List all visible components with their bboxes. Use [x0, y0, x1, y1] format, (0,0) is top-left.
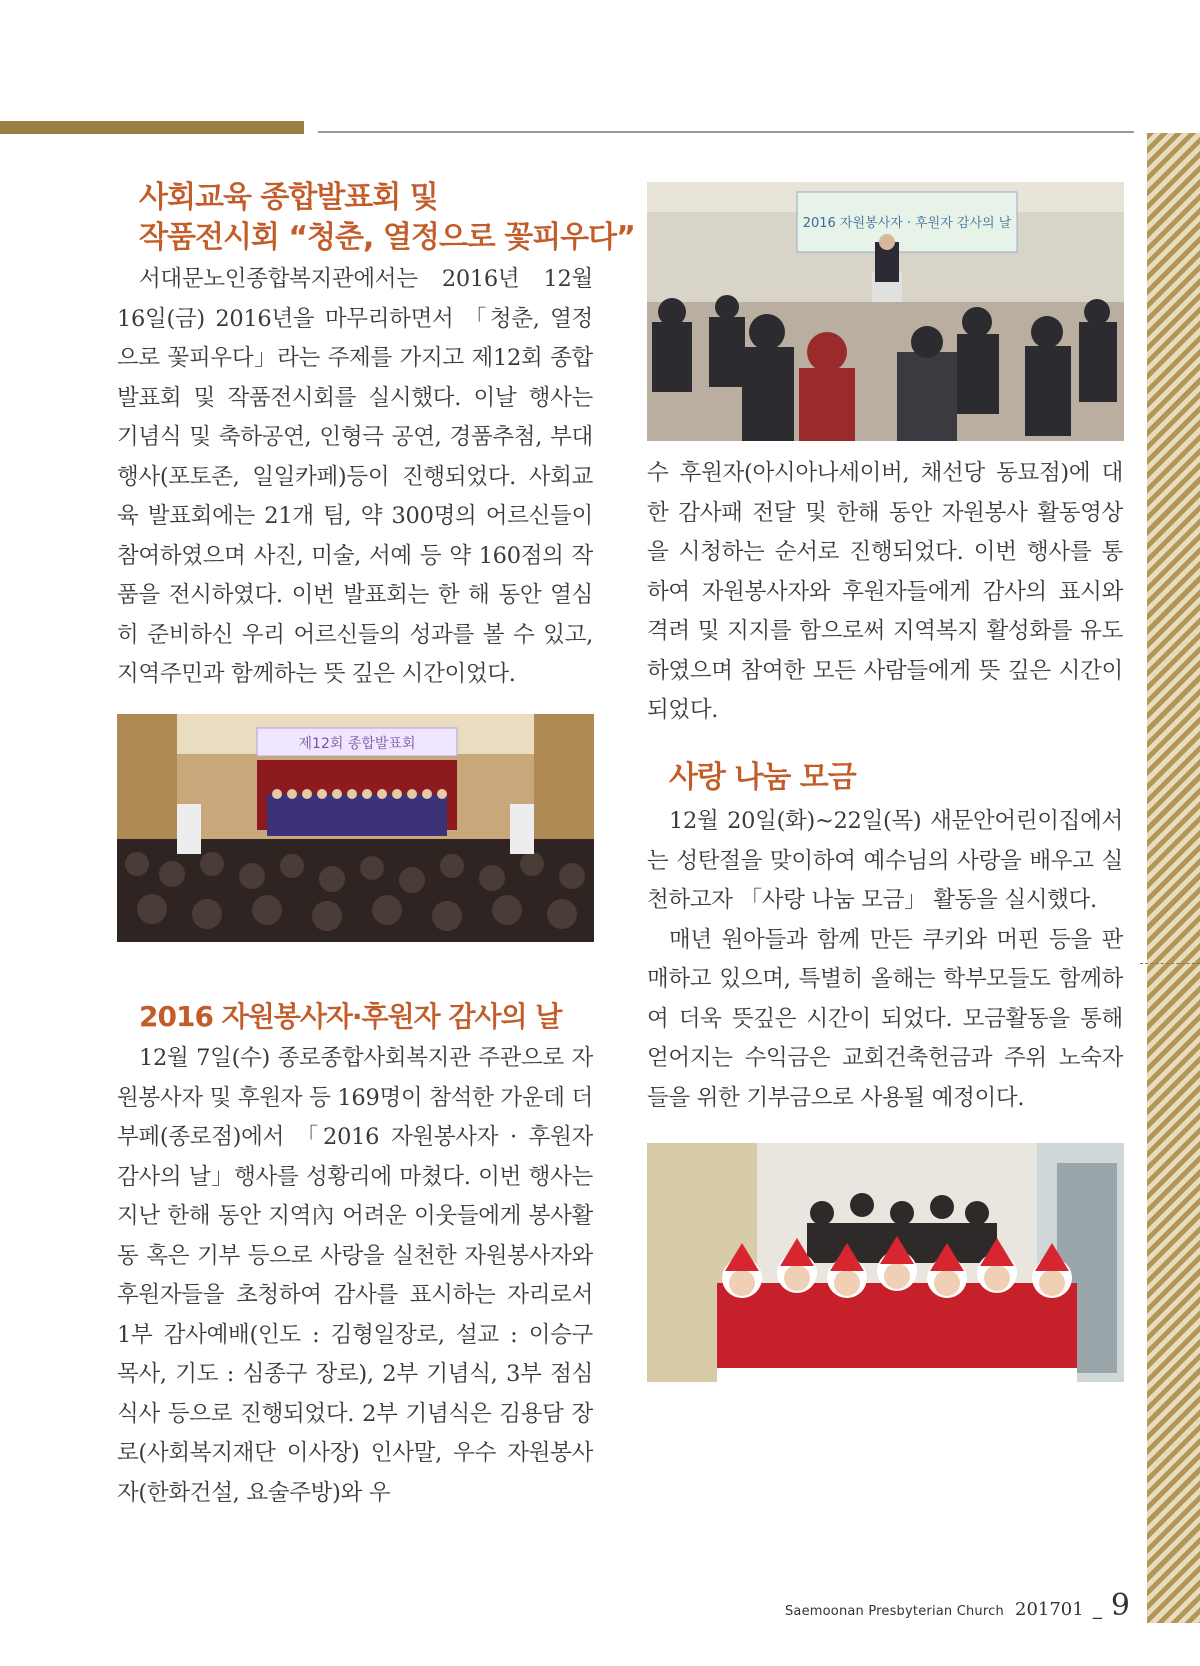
volunteer-event-photo-art: [647, 182, 1124, 441]
performance-photo-art: [117, 714, 594, 942]
section-heading: 사랑 나눔 모금: [669, 760, 856, 795]
church-name: Saemoonan Presbyterian Church: [784, 1604, 1004, 1619]
article-body-continued: 수 후원자(아시아나세이버, 채선당 동묘점)에 대한 감사패 전달 및 한해 동안 자원봉사 활동영상을 시청하는 순서로 진행되었다. 이번 행사를 통하여 자원봉사자와 후원자들에게 감사의 표시와 격려 및 지지를 함으로써 지역복지 활성화를 유도하였으며 참여한 모든 사람들에게 뜻 깊은 시간이 되었다.: [647, 460, 1123, 723]
section-heading: [117, 178, 635, 258]
page-footer: [785, 1588, 1130, 1623]
section-volunteer-day-continued: [647, 454, 1123, 731]
article-body: 12월 7일(수) 종로종합사회복지관 주관으로 자원봉사자 및 후원자 등 169명이 참석한 가운데 더부페(종로점)에서 「2016 자원봉사자 · 후원자 감사의 날」행사를 성황리에 마쳤다. 이번 행사는 지난 한해 동안 지역內 어려운 이웃들에게 봉사활동 혹은 기부 등으로 사랑을 실천한 자원봉사자와 후원자들을 초청하여 감사를 표시하는 자리로서 1부 감사예배(인도 : 김형일장로, 설교 : 이승구 목사, 기도 : 심종구 장로), 2부 기념식, 3부 점심식사 등으로 진행되었다. 2부 기념식은 김용담 장로(사회복지재단 이사장) 인사말, 우수 자원봉사자(한화건설, 요술주방)와 우: [117, 1045, 593, 1506]
article-body: 매년 원아들과 함께 만든 쿠키와 머핀 등을 판매하고 있으며, 특별히 올해는 학부모들도 함께하여 더욱 뜻깊은 시간이 되었다. 모금활동을 통해 얻어지는 수익금은 교회건축헌금과 주위 노숙자들을 위한 기부금으로 사용될 예정이다.: [647, 926, 1123, 1111]
top-rule: [318, 131, 1134, 133]
side-stripe: [1147, 133, 1200, 1623]
top-accent-bar: [0, 121, 304, 134]
page-number: 9: [1110, 1588, 1130, 1623]
footer-separator: _: [1092, 1599, 1102, 1620]
article-body: 12월 20일(화)~22일(목) 새문안어린이집에서는 성탄절을 맞이하여 예수님의 사랑을 배우고 실천하고자 「사랑 나눔 모금」 활동을 실시했다.: [647, 808, 1123, 913]
side-tick-mark: [1140, 963, 1200, 965]
issue-number: 201701: [1015, 1599, 1084, 1620]
performance-photo: [117, 714, 594, 942]
section-heading: 2016 자원봉사자·후원자 감사의 날: [139, 1000, 562, 1033]
banner-text: 제12회 종합발표회: [298, 736, 416, 752]
section-love-sharing: [647, 758, 1123, 1118]
volunteer-event-photo: [647, 182, 1124, 441]
section-volunteer-day: [117, 997, 593, 1513]
heading-line: 사회교육 종합발표회 및: [139, 180, 438, 215]
article-body: 서대문노인종합복지관에서는 2016년 12월 16일(금) 2016년을 마무리하면서 「청춘, 열정으로 꽃피우다」라는 주제를 가지고 제12회 종합발표회 및 작품전시회를 실시했다. 이날 행사는 기념식 및 축하공연, 인형극 공연, 경품추첨, 부대행사(포토존, 일일카페)등이 진행되었다. 사회교육 발표회에는 21개 팀, 약 300명의 어르신들이 참여하였으며 사진, 미술, 서예 등 약 160점의 작품을 전시하였다. 이번 발표회는 한 해 동안 열심히 준비하신 우리 어르신들의 성과를 볼 수 있고, 지역주민과 함께하는 뜻 깊은 시간이었다.: [117, 266, 593, 687]
children-photo: [647, 1143, 1124, 1382]
banner-text: 2016 자원봉사자 · 후원자 감사의 날: [802, 216, 1012, 231]
section-social-education: [117, 178, 635, 695]
heading-line: 작품전시회 “청춘, 열정으로 꽃피우다”: [139, 220, 635, 255]
children-photo-art: [647, 1143, 1124, 1382]
